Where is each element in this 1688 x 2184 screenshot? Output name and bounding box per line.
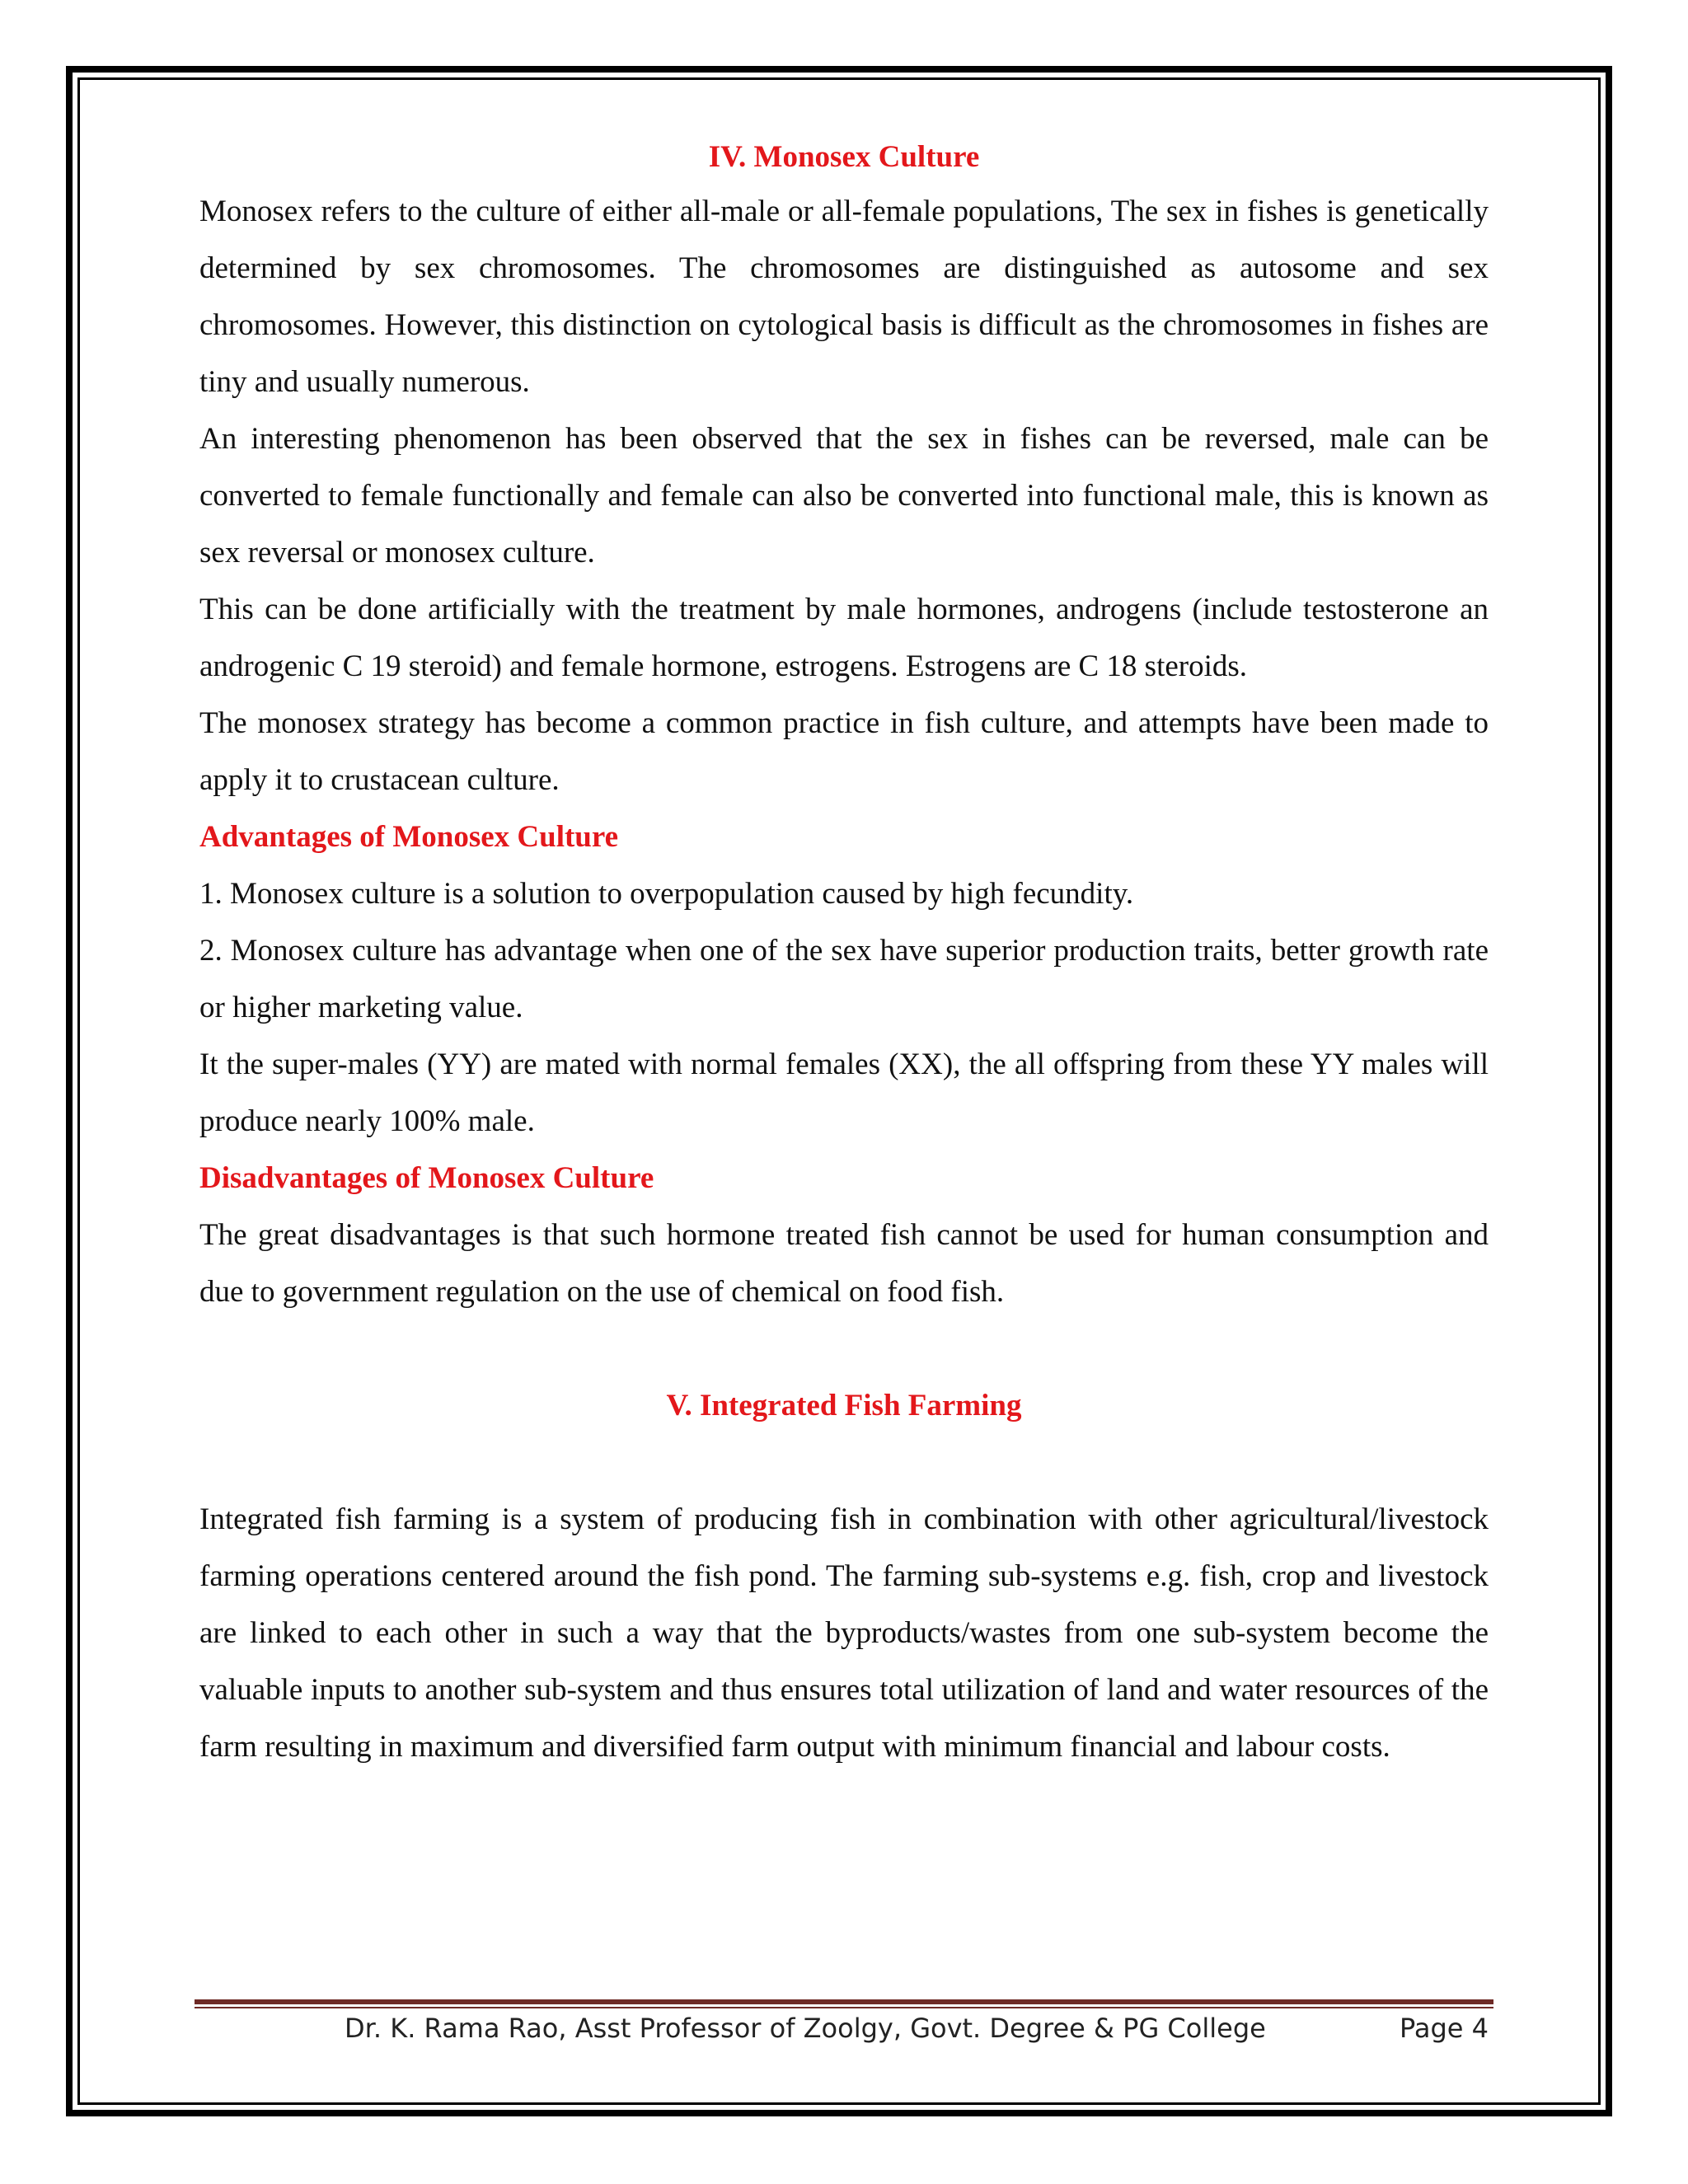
advantage-item: 1. Monosex culture is a solution to overpopulation caused by high fecundity. (199, 877, 1134, 911)
advantages-heading: Advantages of Monosex Culture (199, 820, 619, 854)
advantage-note: It the super-males (YY) are mated with normal females (XX), the all offspring from these YY males will produce nearly 100% male. (199, 1047, 1489, 1138)
section-title-monosex: IV. Monosex Culture (708, 140, 980, 174)
page-footer (199, 2013, 1489, 2054)
section-title-integrated-fish-farming: V. Integrated Fish Farming (666, 1389, 1022, 1422)
disadvantages-heading: Disadvantages of Monosex Culture (199, 1161, 654, 1195)
paragraph-sex-reversal: An interesting phenomenon has been observed that the sex in fishes can be reversed, male can be converted to female functionally and female can also be converted into functional male, this is known as sex reversal or monosex culture. (199, 422, 1489, 569)
footer-rule-thin (195, 2007, 1493, 2008)
section-spacer (199, 1320, 1489, 1377)
footer-author: Dr. K. Rama Rao, Asst Professor of Zoolgy, Govt. Degree & PG College (345, 2013, 1266, 2044)
section-spacer (199, 1434, 1489, 1491)
paragraph-integrated-fish-farming: Integrated fish farming is a system of producing fish in combination with other agricultural/livestock farming operations centered around the fish pond. The farming sub-systems e.g. fish, crop and livestock are linked to each other in such a way that the byproducts/wastes from one sub-system become the valuable inputs to another sub-system and thus ensures total utilization of land and water resources of the farm resulting in maximum and diversified farm output with minimum financial and labour costs. (199, 1502, 1489, 1764)
advantage-item: 2. Monosex culture has advantage when one of the sex have superior production traits, better growth rate or higher marketing value. (199, 934, 1489, 1024)
disadvantages-text: The great disadvantages is that such hormone treated fish cannot be used for human consumption and due to government regulation on the use of chemical on food fish. (199, 1218, 1489, 1309)
page-number: Page 4 (1400, 2013, 1489, 2044)
document-body (199, 132, 1489, 1775)
paragraph-hormone-treatment: This can be done artificially with the treatment by male hormones, androgens (include testosterone an androgenic C 19 steroid) and female hormone, estrogens. Estrogens are C 18 steroids. (199, 593, 1489, 683)
paragraph-monosex-definition: Monosex refers to the culture of either all-male or all-female populations, The sex in fishes is genetically determined by sex chromosomes. The chromosomes are distinguished as autosome and sex chromosomes. However, this distinction on cytological basis is difficult as the chromosomes in fishes are tiny and usually numerous. (199, 194, 1489, 399)
paragraph-monosex-strategy: The monosex strategy has become a common practice in fish culture, and attempts have been made to apply it to crustacean culture. (199, 706, 1489, 797)
footer-rule (195, 1999, 1493, 2004)
